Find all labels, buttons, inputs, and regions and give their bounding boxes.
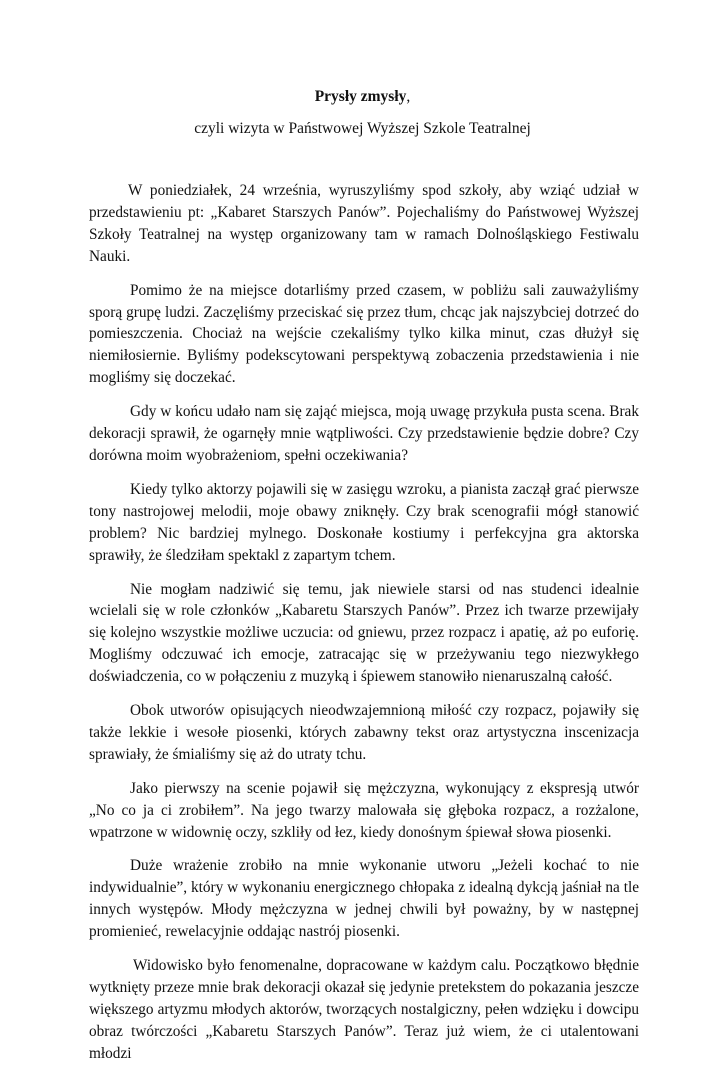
paragraph-9: Widowisko było fenomenalne, dopracowane w każdym calu. Początkowo błędnie wytknięty przeze mnie brak dekoracji okazał się jedynie pretekstem do pokazania jeszcze większego artyzmu młodych aktorów, tworzących nostalgiczny, pełen wdzięku i dowcipu obraz twórczości „Kabaretu Starszych Panów”. Teraz już wiem, że ci utalentowani młodzi [89, 957, 639, 1062]
paragraph-4: Kiedy tylko aktorzy pojawili się w zasięgu wzroku, a pianista zaczął grać pierwsze tony nastrojowej melodii, moje obawy zniknęły. Czy brak scenografii mógł stanowić problem? Nic bardziej mylnego. Doskonałe kostiumy i perfekcyjna gra aktorska sprawiły, że śledziłam spektakl z zapartym tchem. [89, 480, 639, 564]
paragraph-6: Obok utworów opisujących nieodwzajemnioną miłość czy rozpacz, pojawiły się także lekkie i wesołe piosenki, których zabawny tekst oraz artystyczna inscenizacja sprawiały, że śmialiśmy się aż do utraty tchu. [89, 702, 639, 763]
document-title-bold: Prysły zmysły [314, 88, 407, 105]
paragraph-2: Pomimo że na miejsce dotarliśmy przed czasem, w pobliżu sali zauważyliśmy sporą grupę ludzi. Zaczęliśmy przeciskać się przez tłum, chcąc jak najszybciej dotrzeć do pomieszczenia. Chociaż na wejście czekaliśmy tylko kilka minut, czas dłużył się niemiłosiernie. Byliśmy podekscytowani perspektywą zobaczenia przedstawienia i nie mogliśmy się doczekać. [89, 281, 639, 387]
document-title [0, 87, 725, 107]
paragraph-7: Jako pierwszy na scenie pojawił się mężczyzna, wykonujący z ekspresją utwór „No co ja ci zrobiłem”. Na jego twarzy malowała się głęboka rozpacz, a rozżalone, wpatrzone w widownię oczy, szkliły od łez, kiedy donośnym śpiewał słowa piosenki. [89, 779, 639, 841]
paragraph-1: W poniedziałek, 24 września, wyruszyliśmy spod szkoły, aby wziąć udział w przedstawieniu pt: „Kabaret Starszych Panów”. Pojechaliśmy do Państwowej Wyższej Szkoły Teatralnej na występ organizowany tam w ramach Dolnośląskiego Festiwalu Nauki. [89, 182, 639, 265]
document-title-punct: , [406, 88, 411, 105]
document-subtitle: czyli wizyta w Państwowej Wyższej Szkole Teatralnej [194, 120, 531, 137]
document-body [89, 180, 639, 1077]
paragraph-8: Duże wrażenie zrobiło na mnie wykonanie utworu „Jeżeli kochać to nie indywidualnie”, który w wykonaniu energicznego chłopaka z idealną dykcją jaśniał na tle innych występów. Młody mężczyzna w jednej chwili był poważny, by w następnej promienieć, rewelacyjnie oddając nastrój piosenki. [89, 857, 639, 941]
paragraph-3: Gdy w końcu udało nam się zająć miejsca, moją uwagę przykuła pusta scena. Brak dekoracji sprawił, że ogarnęły mnie wątpliwości. Czy przedstawienie będzie dobre? Czy dorówna moim wyobrażeniom, spełni oczekiwania? [89, 403, 639, 464]
paragraph-5: Nie mogłam nadziwić się temu, jak niewiele starsi od nas studenci idealnie wcielali się w role członków „Kabaretu Starszych Panów”. Przez ich twarze przewijały się kolejno wszystkie możliwe uczucia: od gniewu, przez rozpacz i apatię, aż po euforię. Mogliśmy odczuwać ich emocje, zatracając się w przeżywaniu tego niezwykłego doświadczenia, co w połączeniu z muzyką i śpiewem stanowiło nienaruszalną całość. [89, 580, 639, 686]
